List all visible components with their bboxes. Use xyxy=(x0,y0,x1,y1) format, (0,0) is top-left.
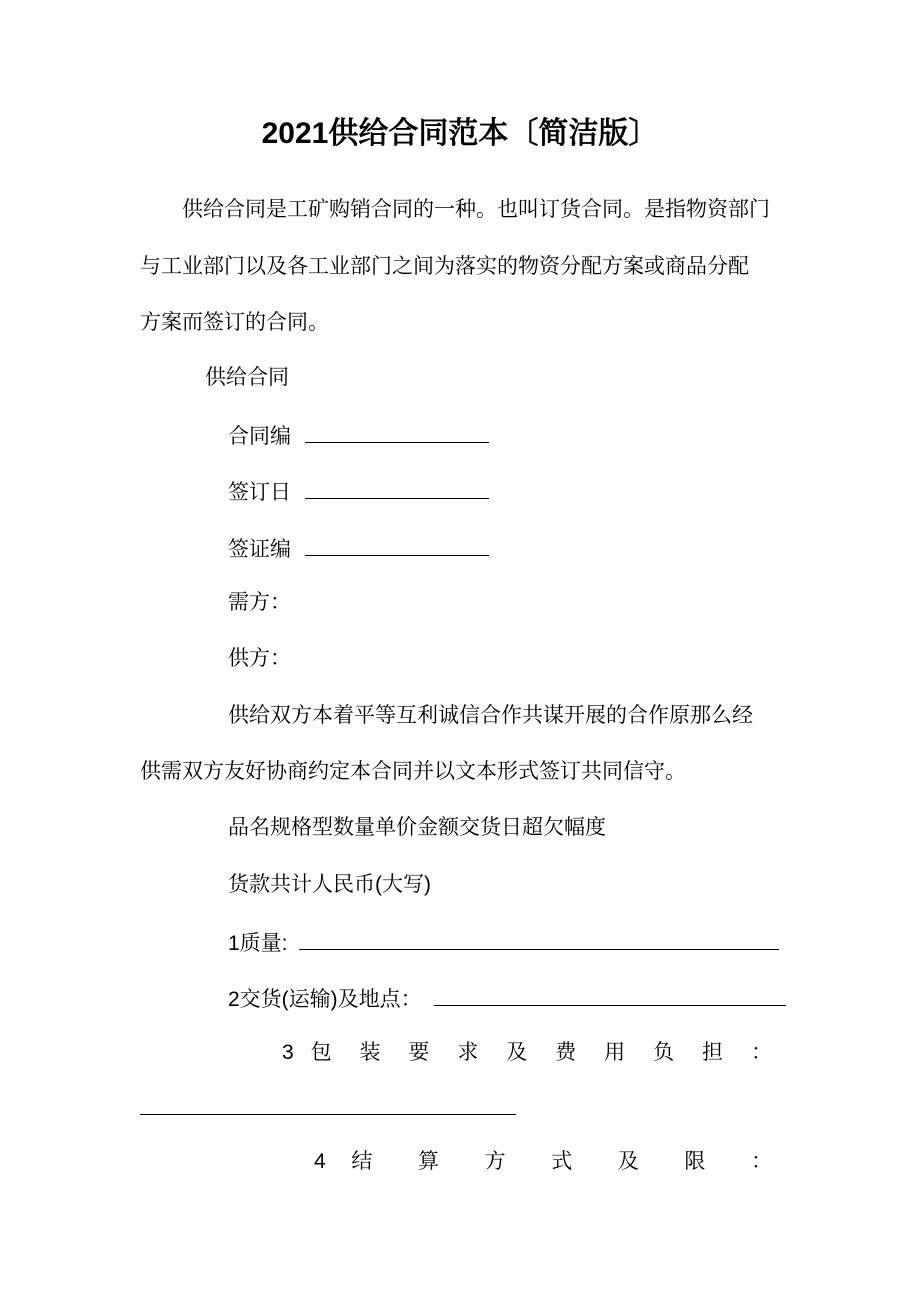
sign-date-label: 签订日 xyxy=(228,481,291,504)
preamble-line-1: 供给双方本着平等互利诚信合作共谋开展的合作原那么经 xyxy=(228,704,753,727)
visa-number-blank xyxy=(305,533,489,556)
total-amount-text: 货款共计人民币(大写) xyxy=(228,873,431,896)
clause-packaging: 3 包 装 要 求 及 费 用 负 担 ： xyxy=(282,1041,772,1064)
clause-packaging-blank xyxy=(140,1092,516,1115)
contract-number-blank xyxy=(305,420,489,443)
clause-delivery xyxy=(228,983,786,1014)
clause-delivery-blank xyxy=(434,983,786,1006)
intro-line-1: 供给合同是工矿购销合同的一种。也叫订货合同。是指物资部门 xyxy=(182,198,770,221)
visa-number-field xyxy=(228,533,489,564)
intro-line-2: 与工业部门以及各工业部门之间为落实的物资分配方案或商品分配 xyxy=(140,255,749,278)
supplier-label: 供方： xyxy=(228,647,291,670)
clause-settlement: 4 结 算 方 式 及 限 ： xyxy=(314,1150,772,1173)
clause-quality-label: 1质量: xyxy=(228,932,288,955)
buyer-label: 需方： xyxy=(228,591,291,614)
clause-quality-blank xyxy=(299,927,779,950)
contract-number-field xyxy=(228,420,489,451)
intro-line-3: 方案而签订的合同。 xyxy=(140,311,329,334)
table-header-text: 品名规格型数量单价金额交货日超欠幅度 xyxy=(228,816,606,839)
preamble-line-2: 供需双方友好协商约定本合同并以文本形式签订共同信守。 xyxy=(140,760,686,783)
sign-date-field xyxy=(228,476,489,507)
document-title: 2021供给合同范本〔简洁版〕 xyxy=(261,117,659,150)
visa-number-label: 签证编 xyxy=(228,538,291,561)
clause-delivery-label: 2交货(运输)及地点： xyxy=(228,988,422,1011)
contract-number-label: 合同编 xyxy=(228,425,291,448)
clause-quality xyxy=(228,927,779,958)
section-heading: 供给合同 xyxy=(205,366,289,389)
sign-date-blank xyxy=(305,476,489,499)
